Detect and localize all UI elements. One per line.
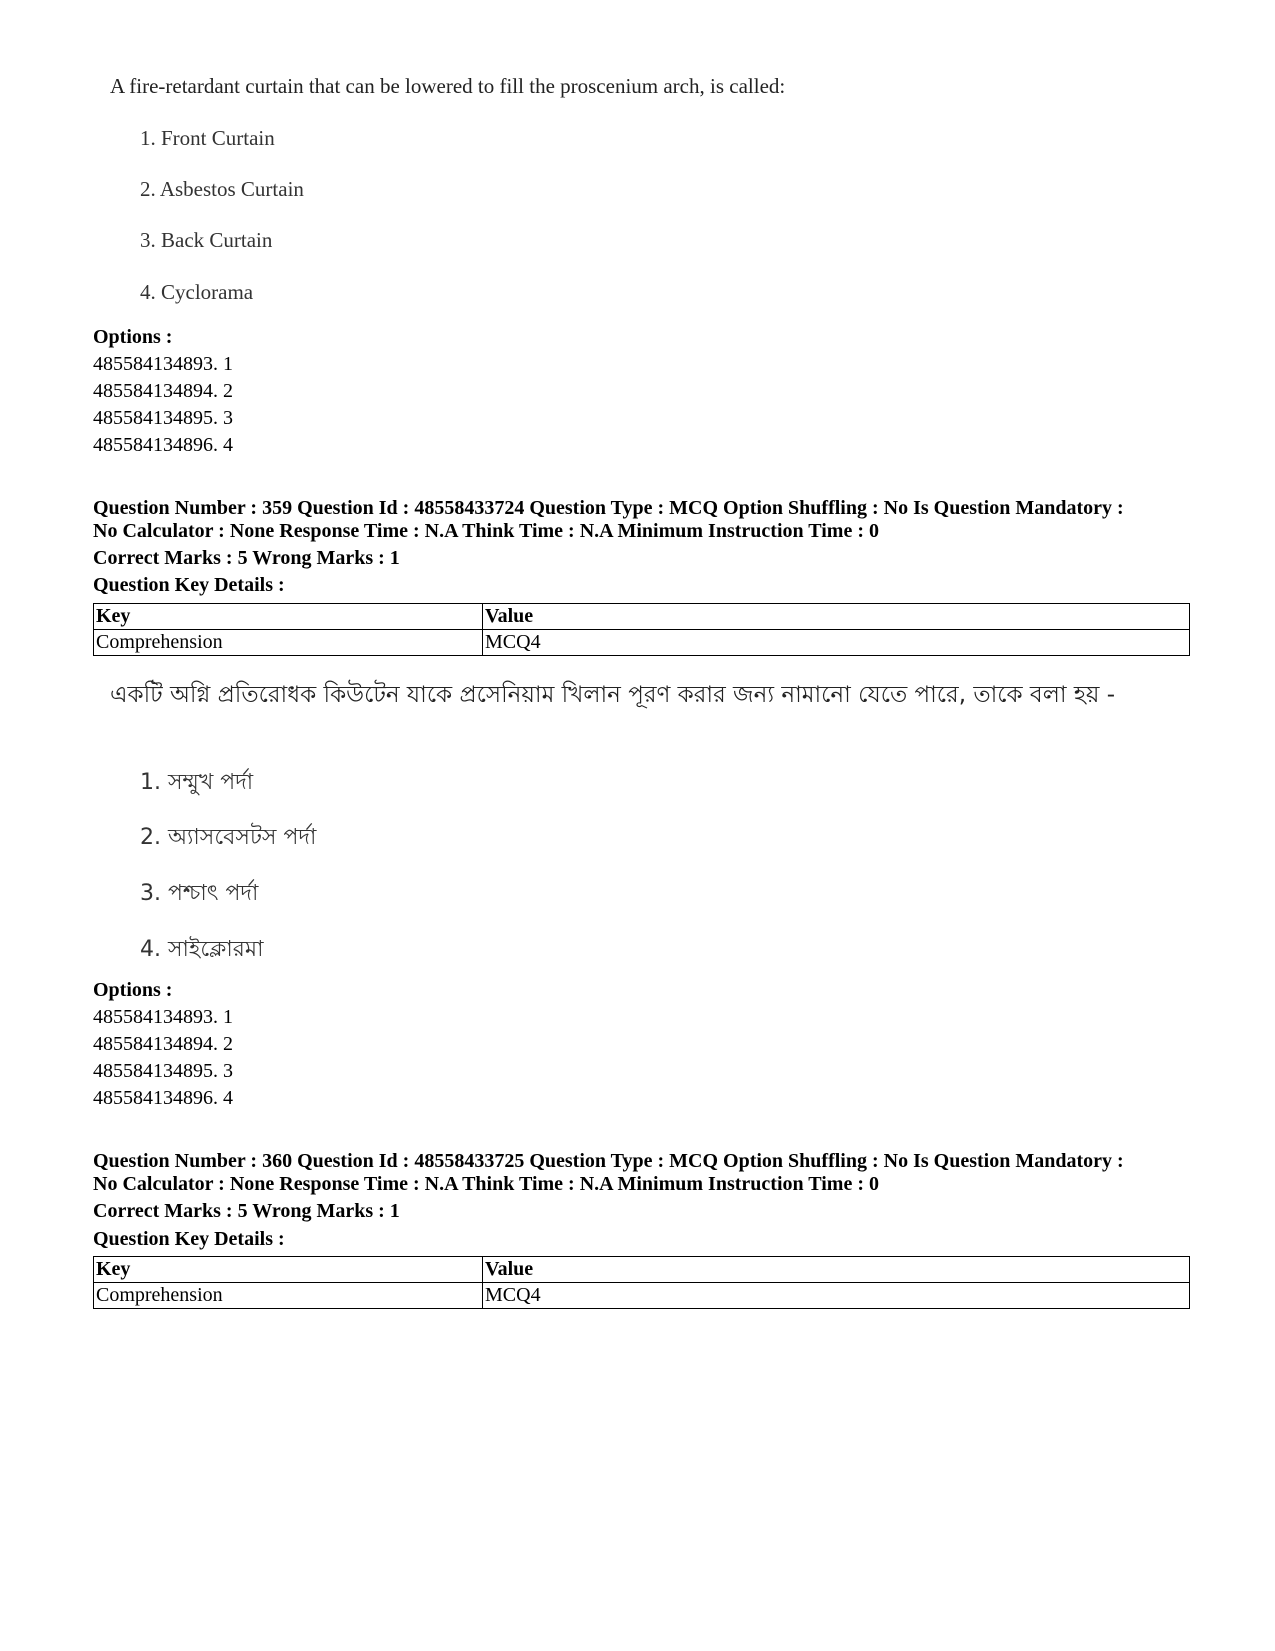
options-label: Options :	[93, 326, 173, 348]
question-meta	[93, 497, 1203, 543]
table-header-row	[94, 1257, 1190, 1283]
table-cell-value: MCQ4	[483, 630, 1190, 656]
question-meta-line: No Calculator : None Response Time : N.A Think Time : N.A Minimum Instruction Time : 0	[93, 520, 879, 542]
choice-item: 2. Asbestos Curtain	[140, 177, 304, 201]
table-cell-key: Comprehension	[94, 1283, 483, 1309]
key-value-table	[93, 1256, 1190, 1309]
table-header-key: Key	[94, 1257, 483, 1283]
choice-item-bengali: 1. সম্মুখ পর্দা	[140, 770, 254, 795]
choice-item-bengali: 2. অ্যাসবেসটস পর্দা	[140, 825, 317, 850]
marks-line: Correct Marks : 5 Wrong Marks : 1	[93, 1200, 400, 1222]
choice-item-bengali: 3. পশ্চাৎ পর্দা	[140, 881, 259, 906]
question-meta-line: No Calculator : None Response Time : N.A Think Time : N.A Minimum Instruction Time : 0	[93, 1173, 879, 1195]
choice-item: 4. Cyclorama	[140, 280, 254, 304]
choice-item: 1. Front Curtain	[140, 126, 275, 150]
question-text: A fire-retardant curtain that can be lowered to fill the proscenium arch, is called:	[110, 74, 786, 98]
option-row: 485584134893. 1	[93, 1006, 233, 1028]
key-value-table	[93, 603, 1190, 656]
options-label: Options :	[93, 979, 173, 1001]
option-row: 485584134895. 3	[93, 1060, 233, 1082]
question-meta-line: Question Number : 359 Question Id : 48558433724 Question Type : MCQ Option Shuffling : No Is Question Mandatory :	[93, 497, 1124, 519]
key-details-label: Question Key Details :	[93, 574, 285, 596]
table-cell-value: MCQ4	[483, 1283, 1190, 1309]
choice-item: 3. Back Curtain	[140, 228, 273, 252]
table-header-key: Key	[94, 604, 483, 630]
table-row	[94, 630, 1190, 656]
table-header-value: Value	[483, 1257, 1190, 1283]
question-meta	[93, 1150, 1203, 1196]
marks-line: Correct Marks : 5 Wrong Marks : 1	[93, 547, 400, 569]
option-row: 485584134894. 2	[93, 1033, 233, 1055]
table-header-row	[94, 604, 1190, 630]
key-details-label: Question Key Details :	[93, 1228, 285, 1250]
option-row: 485584134894. 2	[93, 380, 233, 402]
option-row: 485584134896. 4	[93, 1087, 233, 1109]
question-text-bengali: একটি অগ্নি প্রতিরোধক কিউটেন যাকে প্রসেনিয়াম খিলান পূরণ করার জন্য নামানো যেতে পারে, তাকে বলা হয় -	[110, 682, 1116, 708]
table-row	[94, 1283, 1190, 1309]
table-header-value: Value	[483, 604, 1190, 630]
table-cell-key: Comprehension	[94, 630, 483, 656]
option-row: 485584134895. 3	[93, 407, 233, 429]
option-row: 485584134893. 1	[93, 353, 233, 375]
option-row: 485584134896. 4	[93, 434, 233, 456]
question-meta-line: Question Number : 360 Question Id : 48558433725 Question Type : MCQ Option Shuffling : No Is Question Mandatory :	[93, 1150, 1124, 1172]
choice-item-bengali: 4. সাইক্লোরমা	[140, 937, 264, 962]
